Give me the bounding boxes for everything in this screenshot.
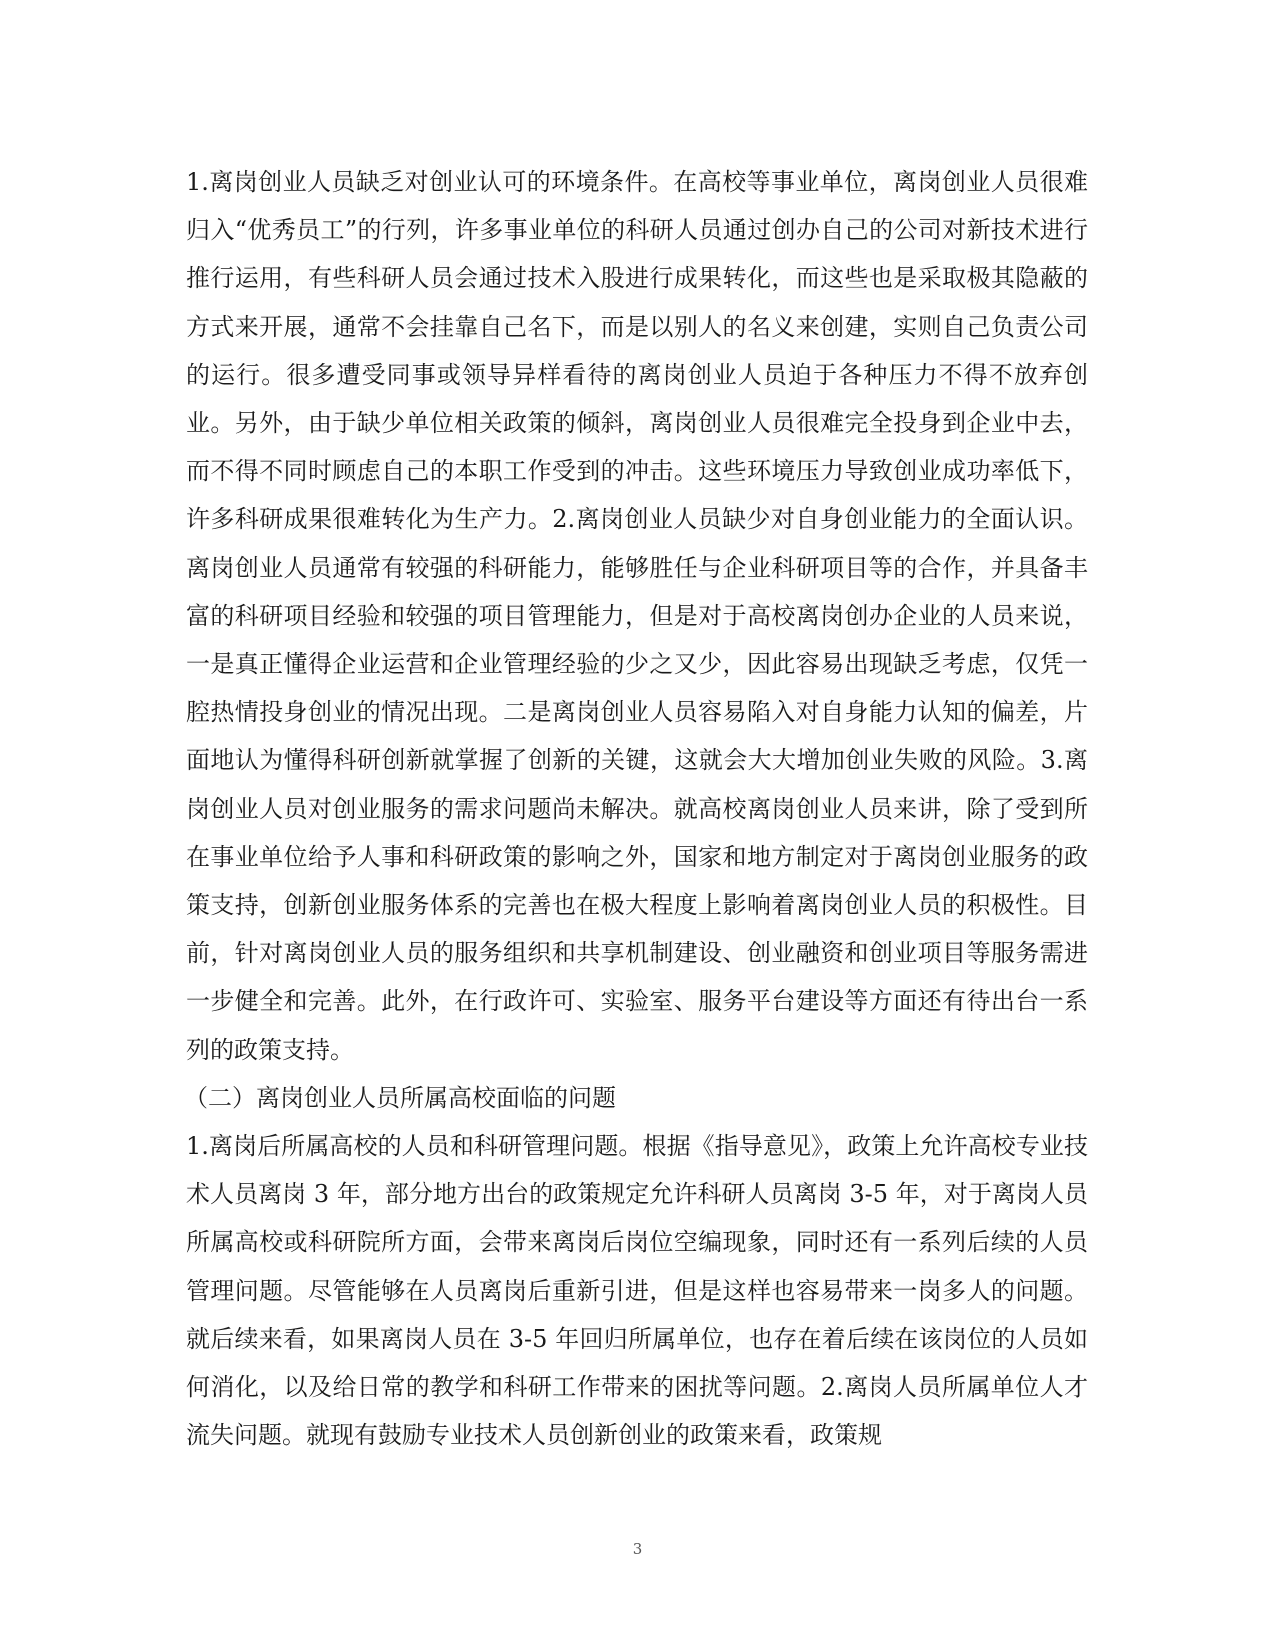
section-heading: （二）离岗创业人员所属高校面临的问题 [184, 1083, 616, 1112]
page-number: 3 [632, 1540, 643, 1558]
document-body [186, 158, 1088, 1459]
paragraph-environment-issues: 1.离岗创业人员缺乏对创业认可的环境条件。在高校等事业单位，离岗创业人员很难归入“优秀员工”的行列，许多事业单位的科研人员通过创办自己的公司对新技术进行推行运用，有些科研人员会通过技术入股进行成果转化，而这些也是采取极其隐蔽的方式来开展，通常不会挂靠自己名下，而是以别人的名义来创建，实则自己负责公司的运行。很多遭受同事或领导异样看待的离岗创业人员迫于各种压力不得不放弃创业。另外，由于缺少单位相关政策的倾斜，离岗创业人员很难完全投身到企业中去，而不得不同时顾虑自己的本职工作受到的冲击。这些环境压力导致创业成功率低下，许多科研成果很难转化为生产力。2.离岗创业人员缺少对自身创业能力的全面认识。离岗创业人员通常有较强的科研能力，能够胜任与企业科研项目等的合作，并具备丰富的科研项目经验和较强的项目管理能力，但是对于高校离岗创办企业的人员来说，一是真正懂得企业运营和企业管理经验的少之又少，因此容易出现缺乏考虑，仅凭一腔热情投身创业的情况出现。二是离岗创业人员容易陷入对自身能力认知的偏差，片面地认为懂得科研创新就掌握了创新的关键，这就会大大增加创业失败的风险。3.离岗创业人员对创业服务的需求问题尚未解决。就高校离岗创业人员来讲，除了受到所在事业单位给予人事和科研政策的影响之外，国家和地方制定对于离岗创业服务的政策支持，创新创业服务体系的完善也在极大程度上影响着离岗创业人员的积极性。目前，针对离岗创业人员的服务组织和共享机制建设、创业融资和创业项目等服务需进一步健全和完善。此外，在行政许可、实验室、服务平台建设等方面还有待出台一系列的政策支持。 [186, 168, 1088, 1064]
paragraph-university-issues: 1.离岗后所属高校的人员和科研管理问题。根据《指导意见》，政策上允许高校专业技术人员离岗 3 年，部分地方出台的政策规定允许科研人员离岗 3-5 年，对于离岗人员所属高校或科研院所方面，会带来离岗后岗位空编现象，同时还有一系列后续的人员管理问题。尽管能够在人员离岗后重新引进，但是这样也容易带来一岗多人的问题。就后续来看，如果离岗人员在 3-5 年回归所属单位，也存在着后续在该岗位的人员如何消化，以及给日常的教学和科研工作带来的困扰等问题。2.离岗人员所属单位人才流失问题。就现有鼓励专业技术人员创新创业的政策来看，政策规 [186, 1132, 1088, 1450]
